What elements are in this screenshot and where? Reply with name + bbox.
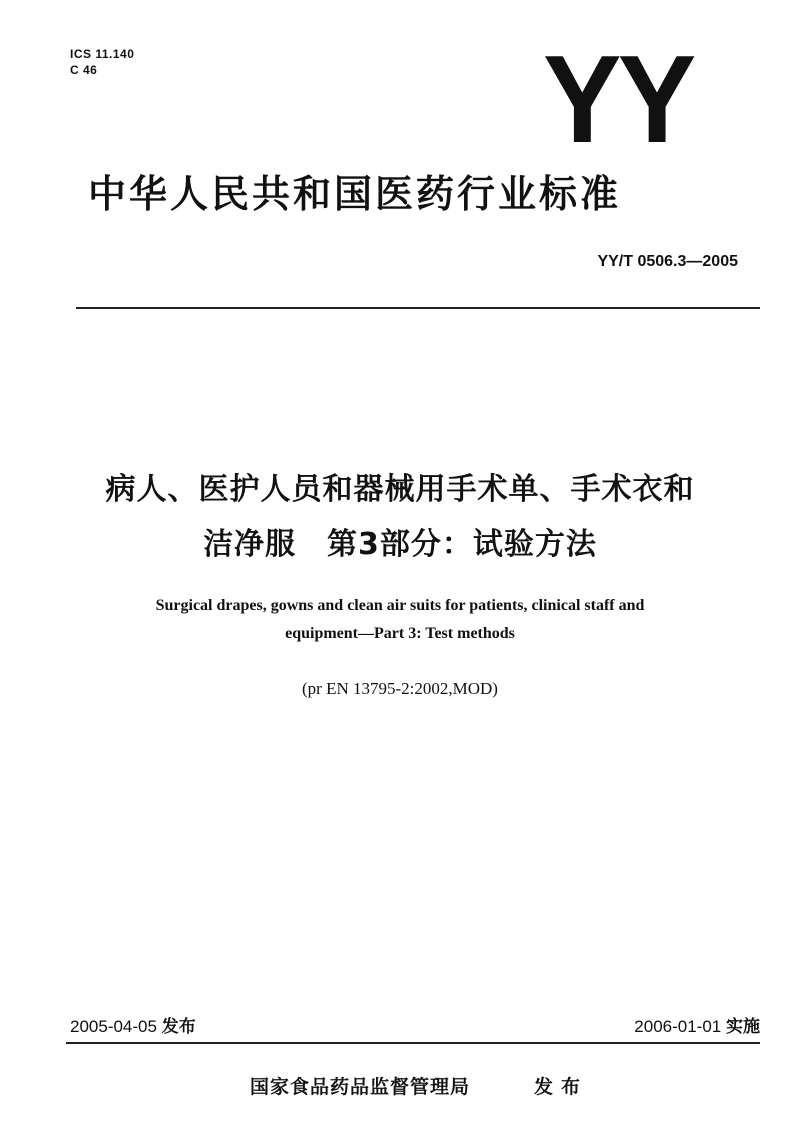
- issue-date-block: [70, 1016, 196, 1038]
- issue-label: 发布: [161, 1017, 196, 1037]
- english-title-line-1: Surgical drapes, gowns and clean air suits for patients, clinical staff and: [155, 597, 645, 614]
- implementation-date-block: [634, 1016, 760, 1038]
- issue-date: 2005-04-05: [70, 1017, 157, 1036]
- ccs-code: C 46: [70, 63, 98, 77]
- english-title-line-2: equipment—Part 3: Test methods: [285, 625, 515, 642]
- classification-codes: [70, 46, 134, 78]
- ics-code: ICS 11.140: [70, 47, 135, 61]
- header-divider: [76, 307, 760, 309]
- publish-verb: 发布: [534, 1076, 589, 1098]
- implementation-date: 2006-01-01: [634, 1017, 722, 1036]
- implementation-label: 实施: [726, 1017, 760, 1037]
- standard-logo: YY: [543, 31, 693, 169]
- chinese-title-line-2: 洁净服 第3部分：试验方法: [203, 527, 597, 562]
- industry-standard-title: 中华人民共和国医药行业标准: [88, 172, 622, 216]
- chinese-title-line-1: 病人、医护人员和器械用手术单、手术衣和: [105, 472, 695, 507]
- adoption-reference: (pr EN 13795-2:2002,MOD): [302, 679, 498, 698]
- footer-divider: [66, 1042, 760, 1044]
- publisher-name: 国家食品药品监督管理局: [250, 1076, 471, 1098]
- standard-number: YY/T 0506.3—2005: [597, 253, 738, 270]
